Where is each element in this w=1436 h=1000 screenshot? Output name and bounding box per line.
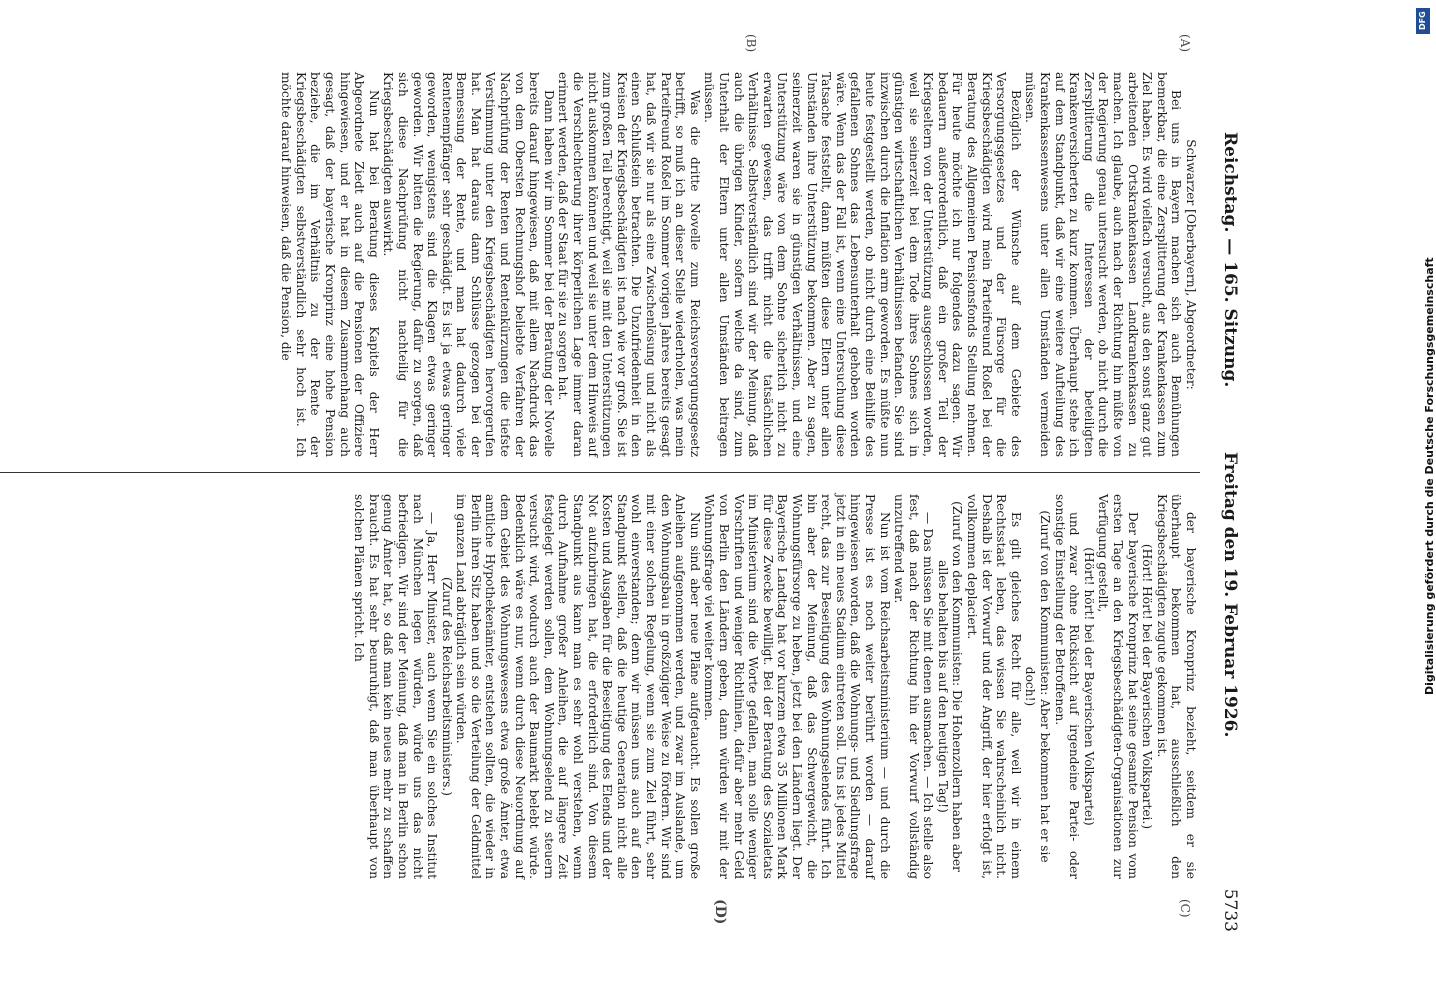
interjection: (Zuruf von den Kommunisten: Die Hohenzollern haben aber alles behalten bis auf den heutigen Tag!) [935,501,965,872]
paragraph: Was die dritte Novelle zum Reichsversorgungsgesetz betrifft, so muß ich an dieser Stelle wiederholen, was mein Parteifreund Roßel im Sommer vorigen Jahres bereits gesagt hat, daß wir sie nur als eine Zwischenlösung und nicht als einen Schlußstein betrachten. Die Unzufriedenheit in den Kreisen der Kriegsbeschädigten ist nach wie vor groß. Sie ist zum großen Teil berechtigt, weil sie mit den Unterstützungen nicht auskommen können und weil sie unter dem Hinweis auf die Verschlechterung ihrer körperlichen Lage immer daran erinnert werden, daß der Staat für sie zu sorgen hat. [556,72,702,457]
right-column [0,494,1198,879]
margin-letter-c: (C) [1178,899,1192,918]
page-header [1208,72,1248,932]
page-number: 5733 [1220,888,1240,932]
paragraph: Es gilt gleiches Recht für alle, weil wir in einem Rechtsstaat leben, das wissen Sie wahrscheinlich nicht. Deshalb ist der Vorwurf und der Angriff, der hier erfolgt ist, vollkommen deplaciert. [965,494,1023,879]
dfg-logo-icon: DFG [1416,8,1430,34]
paragraph: Nun sind aber neue Pläne aufgetaucht. Es sollen große Anleihen aufgenommen werden, und zwar im Auslande, um den Wohnungsbau in großzügiger Weise zu fördern. Wir sind mit einer solchen Regelung, wenn sie zum Ziel führt, sehr wohl einverstanden; denn wir müssen uns auch auf den Standpunkt stellen, daß die heutige Generation nicht alle Kosten und Ausgaben für die Beseitigung des Elends und der Not aufzubringen hat, die erforderlich sind. Von diesem Standpunkt aus kann man es sehr wohl verstehen, wenn durch Aufnahme großer Anleihen, die auf längere Zeit festgelegt werden sollen, dem Wohnungselend zu steuern versucht wird, wodurch auch der Baumarkt belebt würde. Bedenklich wäre es nur, wenn durch diese Neuordnung auf dem Gebiet des Wohnungswesens etwa große Ämter, etwa amtliche Hypothekenämter, entstehen sollten, die wieder in Berlin ihren Sitz haben und so die Verteilung der Geldmittel im ganzen Land abträglich sein würden. [454,494,702,879]
interjection: (Zuruf des Reichsarbeitsministers.) [439,577,454,796]
paragraph: und zwar ohne Rücksicht auf irgendeine Partei- oder sonstige Einstellung der Betroffenen. [1052,494,1082,879]
document-page [0,34,1248,932]
paragraph: — Ja, Herr Minister, auch wenn Sie ein solches Institut nach München legen würden, würde uns das nicht befriedigen. Wir sind der Meinung, daß man in Berlin schon genug Ämter hat, so daß man kein neues mehr zu schaffen braucht. Es hat sehr beunruhigt, daß man überhaupt von solchen Plänen spricht. Ich [352,494,440,879]
margin-letter-d: (D) [712,899,728,925]
paragraph: Nun hat bei Beratung dieses Kapitels der Herr Abgeordnete Ziedt auch auf die Pensionen der Offiziere hingewiesen, und er hat in diesem Zusammenhang auch gesagt, daß der bayerische Kronprinz eine hohe Pension beziehe, die im Verhältnis zu der Rente der Kriegsbeschädigten selbstverständlich sehr hoch ist. Ich möchte darauf hinweisen, daß die Pension, die [279,72,381,457]
funding-note: Digitalisierung gefördert durch die Deutsche Forschungsgemeinschaft [1423,257,1436,695]
left-column [0,72,1198,457]
header-left: Reichstag. — 165. Sitzung. [1220,132,1240,388]
margin-letter-b: (B) [744,34,758,53]
paragraph: — Das müssen Sie mit denen ausmachen. — Ich stelle also fest, daß nach der Richtung hin der Vorwurf vollständig unzutreffend war. [892,494,936,879]
speaker-line: Schwarzer [Oberbayern], Abgeordneter: [1184,139,1198,390]
interjection: (Hört! Hört! bei der Bayerischen Volkspartei.) [1140,543,1155,830]
column-divider [0,472,1200,473]
paragraph: der bayerische Kronprinz bezieht, seitdem er sie überhaupt bekommen hat, ausschließlich den Kriegsbeschädigten zugute gekommen ist. [1154,494,1198,879]
paragraph: Nun ist vom Reichsarbeitsministerium — und durch die Presse ist es noch weiter berührt worden — darauf hingewiesen worden, daß die Wohnungs- und Siedlungsfrage jetzt in ein neues Stadium eintreten soll. Uns ist jedes Mittel recht, das zur Beseitigung des Wohnungselendes führt. Ich bin aber der Meinung, daß das Schwergewicht, die Wohnungsfürsorge zu heben, jetzt bei den Ländern liegt. Der Bayerische Landtag hat vor kurzem etwa 35 Millionen Mark für diese Zwecke bewilligt. Bei der Beratung des Sozialetats im Ministerium sind die Worte gefallen, man solle weniger Vorschriften und weniger Richtlinien, dafür aber mehr Geld von Berlin den Ländern geben, dann würden wir mit der Wohnungsfrage viel weiter kommen. [702,494,892,879]
paragraph: Bei uns in Bayern machen sich auch Bemühungen bemerkbar, die eine Zersplitterung der Krankenkassen zum Ziel haben. Es wird vielfach versucht, aus den sonst ganz gut arbeitenden Ortskrankenkassen Landkrankenkassen zu machen. Ich glaube, auch nach der Richtung hin müßte von der Regierung genau untersucht werden, ob nicht durch die Zersplitterung die Interessen der beteiligten Krankenversicherten zu kurz kommen. Überhaupt stehe ich auf dem Standpunkt, daß wir eine weitere Aufteilung des Krankenkassenwesens unter allen Umständen vermeiden müssen. [1023,72,1184,457]
paragraph: Bezüglich der Wünsche auf dem Gebiete des Versorgungsgesetzes und der Fürsorge für die Kriegsbeschädigten wird mein Parteifreund Roßel bei der Beratung des Allgemeinen Pensionsfonds Stellung nehmen. Für heute möchte ich nur folgendes dazu sagen. Wir bedauern außerordentlich, daß ein großer Teil der Kriegseltern von der Unterstützung ausgeschlossen worden, weil sie seinerzeit bei dem Tode ihres Sohnes sich in günstigen wirtschaftlichen Verhältnissen befanden. Sie sind inzwischen durch die Inflation arm geworden. Es müßte nun heute festgestellt werden, ob nicht durch eine Beihilfe des gefallenen Sohnes das Lebensunterhalt gehoben worden wäre. Wenn das der Fall ist, wenn eine Untersuchung diese Tatsache feststellt, dann müßten diese Eltern unter allen Umständen ihre Unterstützung bekommen. Aber zu sagen, seinerzeit waren sie in günstigen Verhältnissen, und eine Unterstützung wäre von dem Sohne sicherlich nicht zu erwarten gewesen, das trifft nicht die tatsächlichen Verhältnisse. Selbstverständlich sind wir der Meinung, daß auch die übrigen Kinder, sofern welche da sind, zum Unterhalt der Eltern unter allen Umständen beitragen müssen. [702,72,1023,457]
interjection: (Hört! hört! bei der Bayerischen Volkspartei) [1081,547,1096,826]
interjection: (Zuruf von den Kommunisten: Aber bekommen hat er sie doch!) [1023,510,1053,863]
paragraph: Der bayerische Kronprinz hat seine gesamte Pension vom ersten Tage an den Kriegsbeschädigten-Organisationen zur Verfügung gestellt, [1096,494,1140,879]
margin-letter-a: (A) [1178,34,1192,53]
paragraph: Dann haben wir im Sommer bei der Beratung der Novelle bereits darauf hingewiesen, daß mit allem Nachdruck das von dem Obersten Rechnungshof beliebte Verfahren der Nachprüfung der Renten und Rentenkürzungen die tiefste Verstimmung unter den Kriegsbeschädigten hervorgerufen hat. Man hat daraus dann Schlüsse gezogen bei der Bemessung der Rente, und man hat dadurch viele Rentenempfänger sehr geschädigt. Es ist ja etwas geringer geworden, wenigstens sind die Klagen etwas geringer geworden. Wir bitten die Regierung, dafür zu sorgen, daß sich diese Nachprüfung nicht nachteilig für die Kriegsbeschädigten auswirkt. [381,72,556,457]
header-date: Freitag den 19. Februar 1926. [1220,452,1240,738]
funding-sidebar [1413,0,1436,1000]
